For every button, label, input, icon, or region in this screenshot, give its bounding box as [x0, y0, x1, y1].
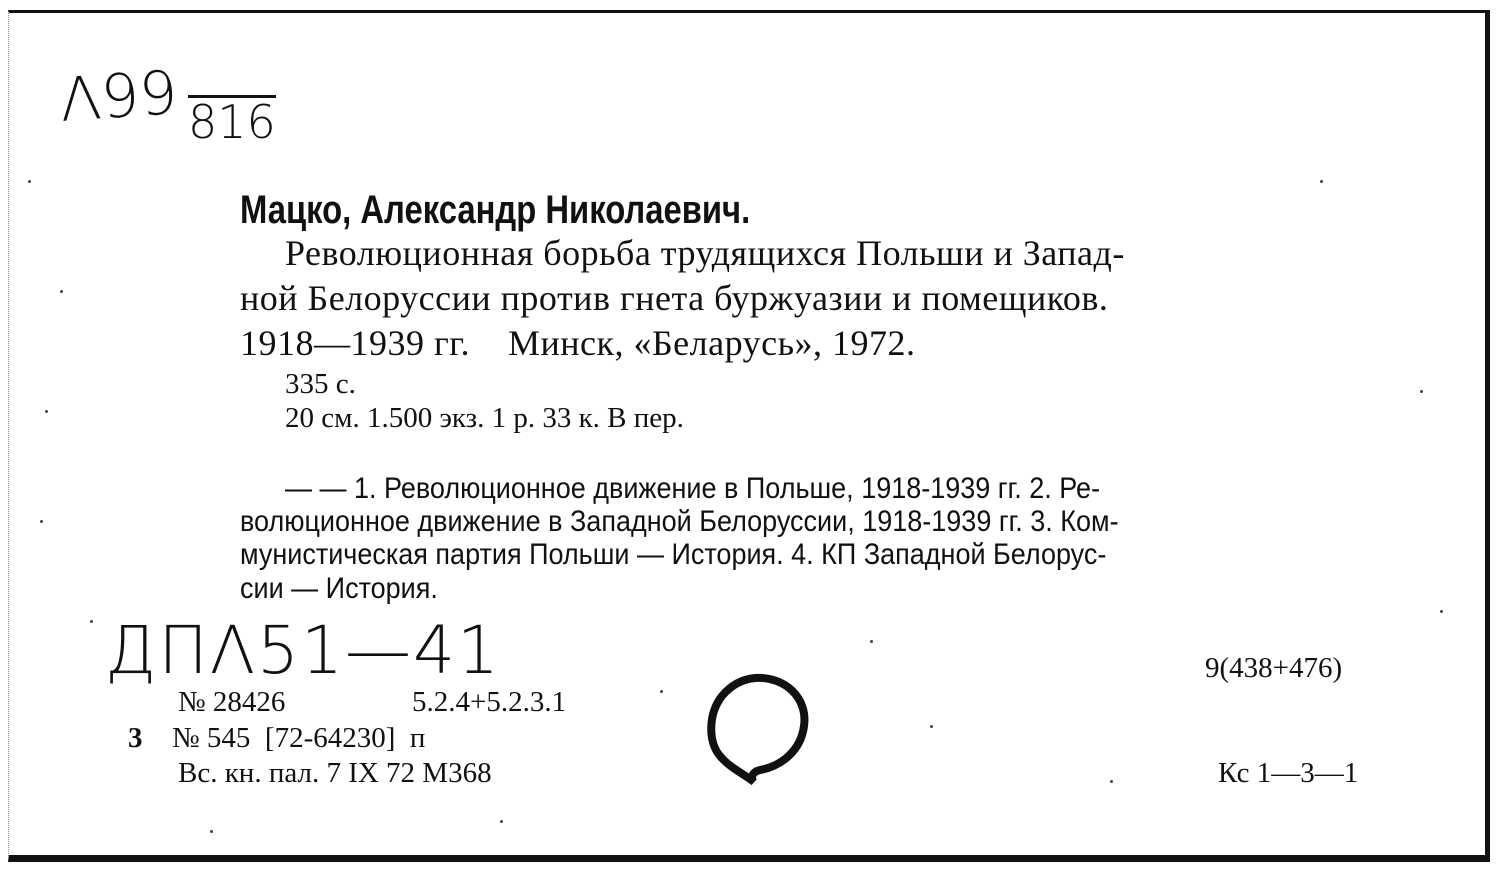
- card-code: Кс 1—3—1: [1218, 757, 1359, 789]
- handwritten-call-number: 816: [188, 95, 276, 149]
- record-number-2: № 545 [72-64230] п: [172, 722, 426, 754]
- title-line-2: ной Белоруссии против гнета буржуазии и помещиков.: [240, 278, 1109, 318]
- physical-description: 20 см. 1.500 экз. 1 р. 33 к. В пер.: [285, 402, 684, 434]
- subjects-line-1: — — 1. Революционное движение в Польше, 1918-1939 гг. 2. Ре-: [285, 472, 1101, 505]
- subjects-line-4: сии — История.: [240, 572, 438, 605]
- subjects-line-3: мунистическая партия Польши — История. 4. КП Западной Белорус-: [240, 538, 1107, 571]
- udk-code: 9(438+476): [1205, 652, 1343, 684]
- punch-hole-circle: [700, 670, 820, 785]
- chamber-line: Вс. кн. пал. 7 IX 72 М368: [178, 757, 492, 789]
- title-line-1: Революционная борьба трудящихся Польши и Запад-: [285, 233, 1125, 273]
- title-line-3: 1918—1939 гг. Минск, «Беларусь», 1972.: [240, 323, 916, 363]
- classification-code: 5.2.4+5.2.3.1: [412, 686, 567, 718]
- subjects-line-2: волюционное движение в Западной Белоруссии, 1918-1939 гг. 3. Ком-: [240, 505, 1119, 538]
- handwritten-stamp-code: ДПΛ51—41: [105, 612, 501, 689]
- record-number: № 28426: [178, 686, 286, 718]
- handwritten-call-prefix: Λ99: [57, 57, 180, 137]
- author-heading: Мацко, Александр Николаевич.: [240, 188, 751, 232]
- line2-prefix: 3: [128, 722, 143, 754]
- pages-line: 335 с.: [285, 368, 356, 400]
